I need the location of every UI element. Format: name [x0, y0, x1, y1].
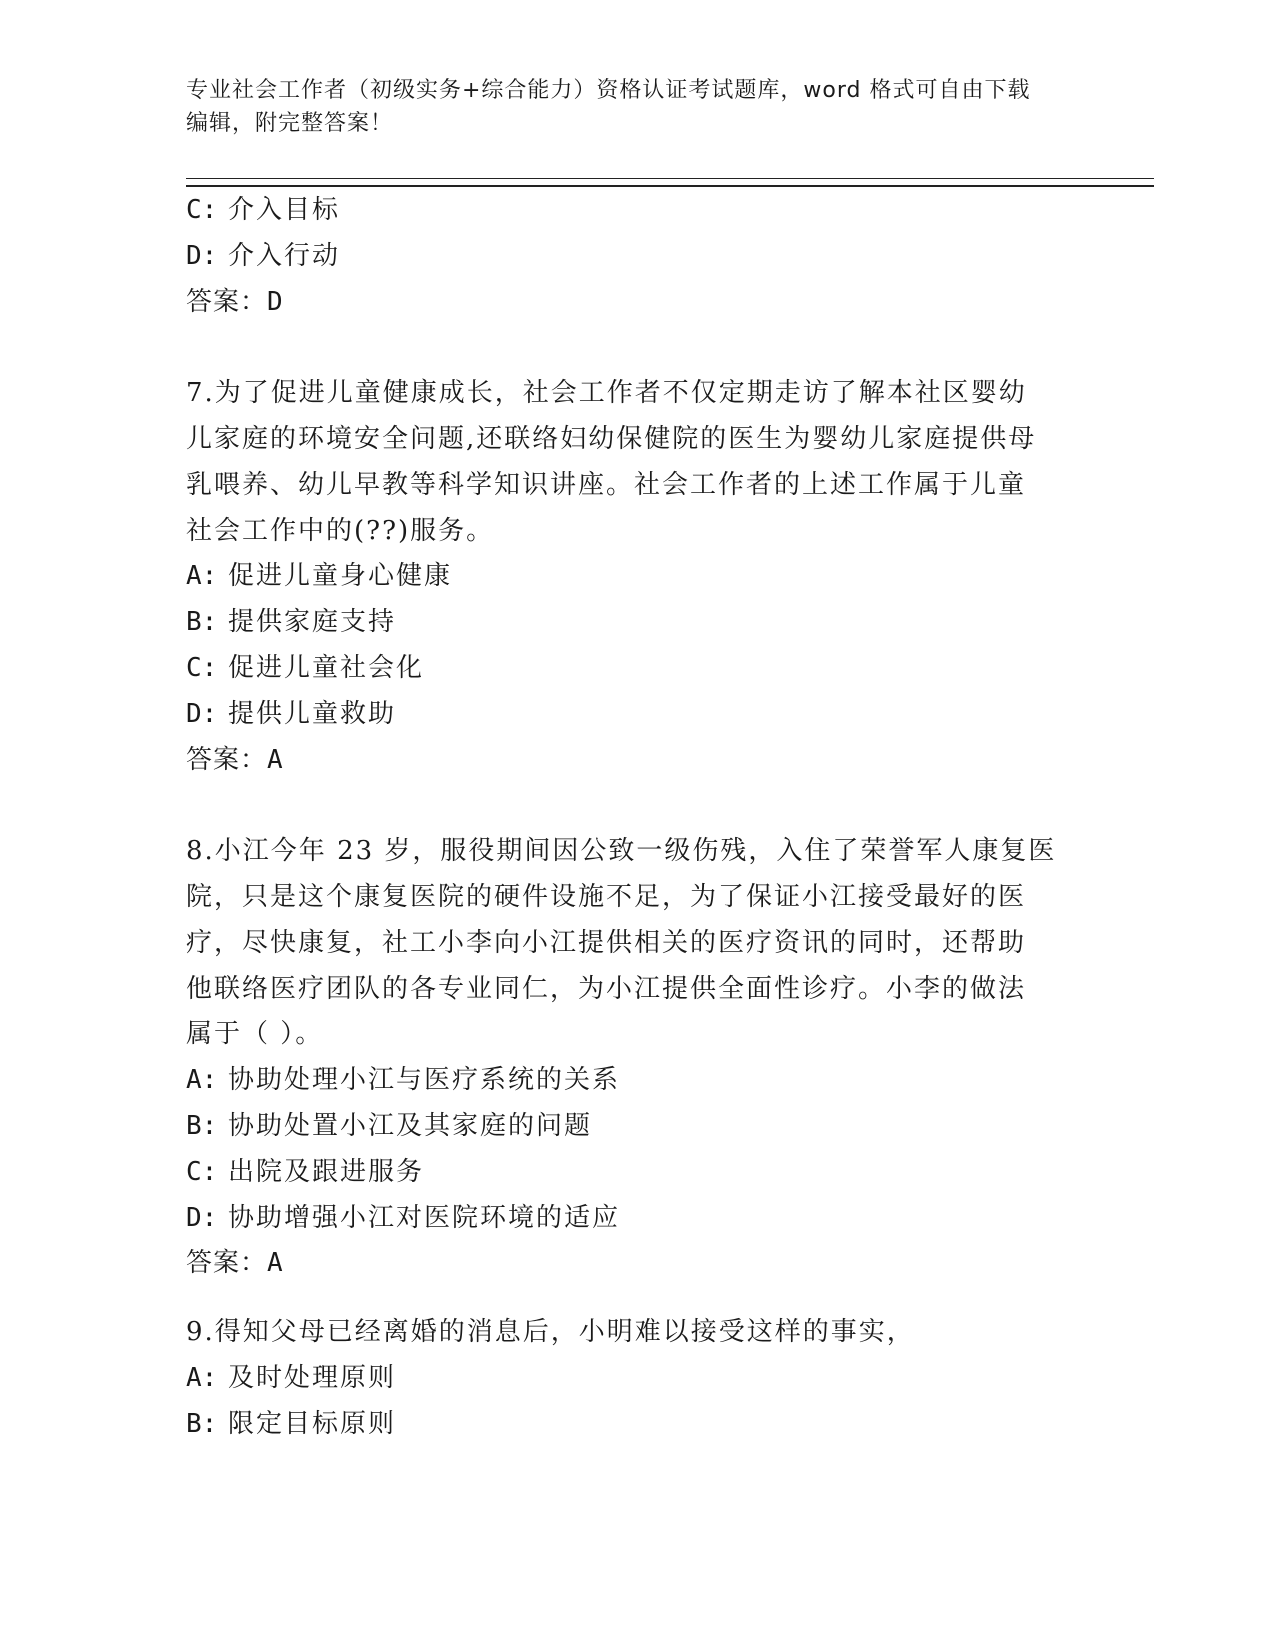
option-c	[186, 1150, 1086, 1196]
question-7	[186, 371, 1086, 783]
option-letter: D:	[186, 698, 218, 729]
answer-label: 答案：	[186, 744, 268, 775]
header-title-line-2: 编辑，附完整答案！	[186, 111, 394, 136]
option-b	[186, 1402, 1086, 1448]
question-stem-line: 儿家庭的环境安全问题,还联络妇幼保健院的医生为婴幼儿家庭提供母	[186, 423, 1037, 454]
option-b	[186, 600, 1086, 646]
prev-question	[186, 188, 1086, 325]
answer-line	[186, 280, 1086, 326]
option-letter: B:	[186, 607, 218, 638]
question-stem-line: 院，只是这个康复医院的硬件设施不足，为了保证小江接受最好的医	[186, 881, 1027, 912]
option-letter: B:	[186, 1110, 218, 1141]
option-text: 促进儿童身心健康	[228, 561, 453, 592]
option-letter: B:	[186, 1408, 218, 1439]
question-stem-line: 属于（ ）。	[186, 1019, 324, 1050]
option-letter: D:	[186, 1202, 218, 1233]
option-text: 促进儿童社会化	[228, 652, 425, 683]
option-a	[186, 1356, 1086, 1402]
option-a	[186, 554, 1086, 600]
answer-value: D	[267, 286, 284, 317]
option-text: 限定目标原则	[228, 1408, 397, 1439]
option-letter: C:	[186, 652, 218, 683]
spacer	[186, 325, 1086, 371]
option-text: 介入目标	[228, 195, 341, 225]
option-d	[186, 1196, 1086, 1242]
option-text: 提供儿童救助	[228, 698, 397, 729]
answer-line	[186, 1241, 1086, 1287]
answer-value: A	[267, 744, 284, 775]
question-8	[186, 829, 1086, 1287]
option-letter: C:	[186, 1156, 218, 1187]
answer-line	[186, 738, 1086, 784]
question-stem-line: 社会工作中的(??)服务。	[186, 515, 495, 546]
option-d	[186, 234, 1086, 280]
option-c	[186, 188, 1086, 234]
option-text: 介入行动	[228, 240, 341, 271]
question-stem-line: 9.得知父母已经离婚的消息后，小明难以接受这样的事实，	[186, 1317, 915, 1348]
question-stem-line: 7.为了促进儿童健康成长，社会工作者不仅定期走访了解本社区婴幼	[186, 378, 1027, 409]
option-letter: A:	[186, 1065, 218, 1096]
option-c	[186, 646, 1086, 692]
header-title-line-1: 专业社会工作者（初级实务+综合能力）资格认证考试题库，word 格式可自由下载	[186, 78, 1031, 103]
spacer	[186, 783, 1086, 829]
spacer	[186, 1287, 1086, 1310]
option-text: 出院及跟进服务	[228, 1156, 425, 1187]
option-text: 及时处理原则	[228, 1362, 397, 1393]
question-stem-line: 乳喂养、幼儿早教等科学知识讲座。社会工作者的上述工作属于儿童	[186, 469, 1027, 500]
page-header	[186, 74, 1086, 140]
option-letter: A:	[186, 1362, 218, 1393]
question-9	[186, 1310, 1086, 1447]
option-text: 提供家庭支持	[228, 607, 397, 638]
header-divider	[186, 178, 1154, 187]
option-letter: C:	[186, 195, 218, 225]
option-d	[186, 692, 1086, 738]
answer-value: A	[267, 1248, 284, 1279]
question-content	[186, 188, 1086, 1448]
option-letter: A:	[186, 561, 218, 592]
option-b	[186, 1104, 1086, 1150]
question-stem-line: 他联络医疗团队的各专业同仁，为小江提供全面性诊疗。小李的做法	[186, 973, 1027, 1004]
question-stem-line: 8.小江今年 23 岁，服役期间因公致一级伤残，入住了荣誉军人康复医	[186, 836, 1057, 867]
answer-label: 答案：	[186, 286, 268, 317]
option-a	[186, 1058, 1086, 1104]
question-stem-line: 疗，尽快康复，社工小李向小江提供相关的医疗资讯的同时，还帮助	[186, 927, 1027, 958]
option-text: 协助增强小江对医院环境的适应	[228, 1202, 621, 1233]
option-text: 协助处理小江与医疗系统的关系	[228, 1065, 621, 1096]
answer-label: 答案：	[186, 1248, 268, 1279]
option-letter: D:	[186, 240, 218, 271]
option-text: 协助处置小江及其家庭的问题	[228, 1110, 593, 1141]
